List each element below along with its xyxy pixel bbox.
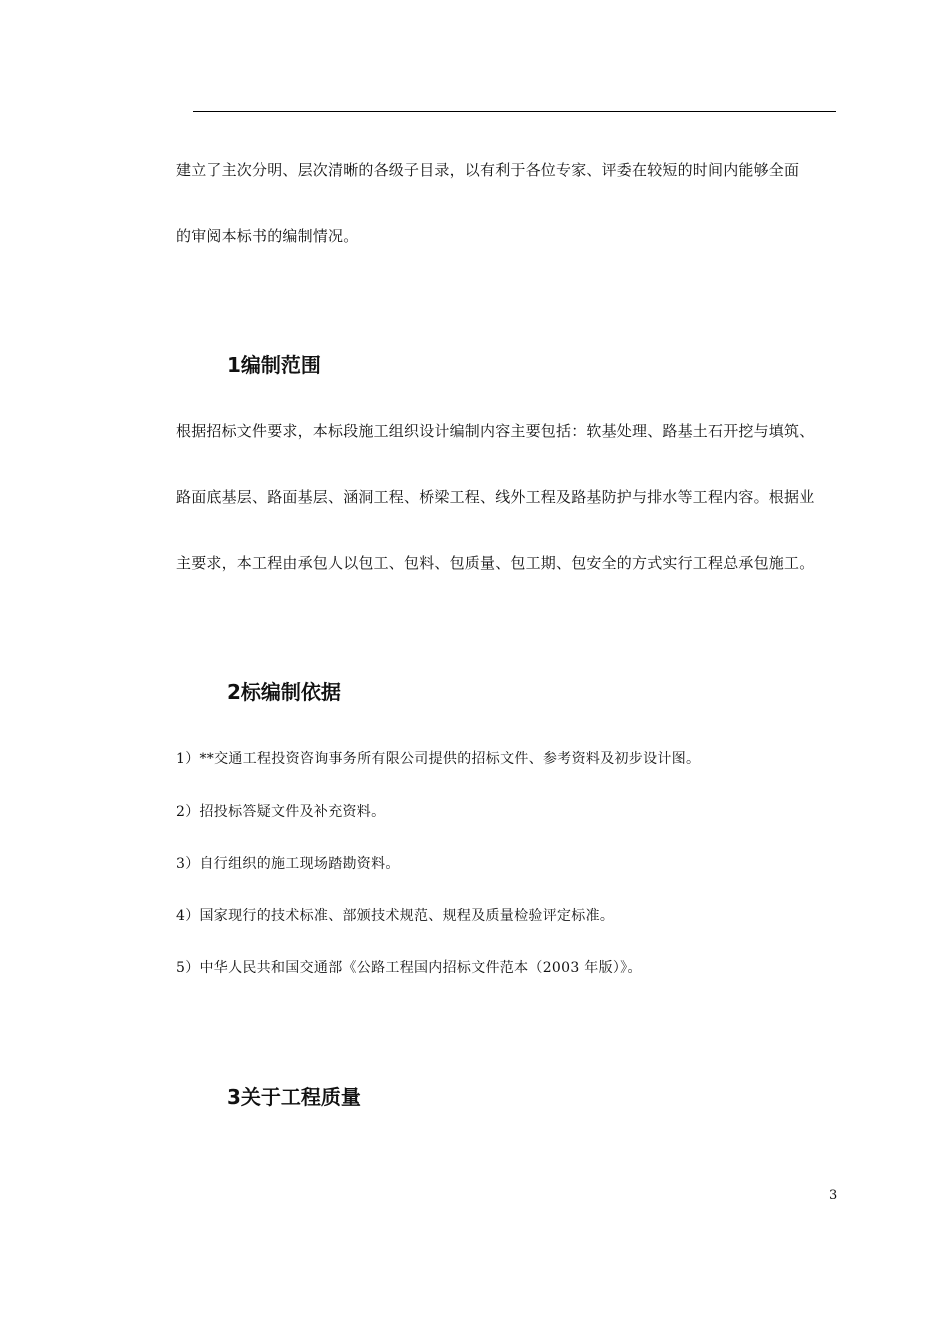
page-number: 3 [829, 1188, 838, 1203]
basis-list-item-4: 4）国家现行的技术标准、部颁技术规范、规程及质量检验评定标准。 [176, 908, 615, 924]
intro-line-2: 的审阅本标书的编制情况。 [176, 227, 359, 245]
header-rule [193, 111, 836, 112]
section-2-heading: 2标编制依据 [227, 680, 341, 704]
section-1-line-1: 根据招标文件要求，本标段施工组织设计编制内容主要包括：软基处理、路基土石开挖与填筑、 [176, 422, 815, 440]
intro-line-1: 建立了主次分明、层次清晰的各级子目录，以有利于各位专家、评委在较短的时间内能够全面 [176, 161, 800, 179]
section-1-heading: 1编制范围 [227, 353, 321, 377]
basis-list-item-1: 1）**交通工程投资咨询事务所有限公司提供的招标文件、参考资料及初步设计图。 [176, 751, 701, 767]
basis-list-item-2: 2）招投标答疑文件及补充资料。 [176, 804, 386, 820]
basis-list-item-5: 5）中华人民共和国交通部《公路工程国内招标文件范本（2003 年版）》。 [176, 960, 642, 976]
section-1-line-3: 主要求，本工程由承包人以包工、包料、包质量、包工期、包安全的方式实行工程总承包施工。 [176, 554, 815, 572]
basis-list-item-3: 3）自行组织的施工现场踏勘资料。 [176, 856, 400, 872]
section-3-heading: 3关于工程质量 [227, 1085, 361, 1109]
section-1-line-2: 路面底基层、路面基层、涵洞工程、桥梁工程、线外工程及路基防护与排水等工程内容。根据业 [176, 488, 815, 506]
